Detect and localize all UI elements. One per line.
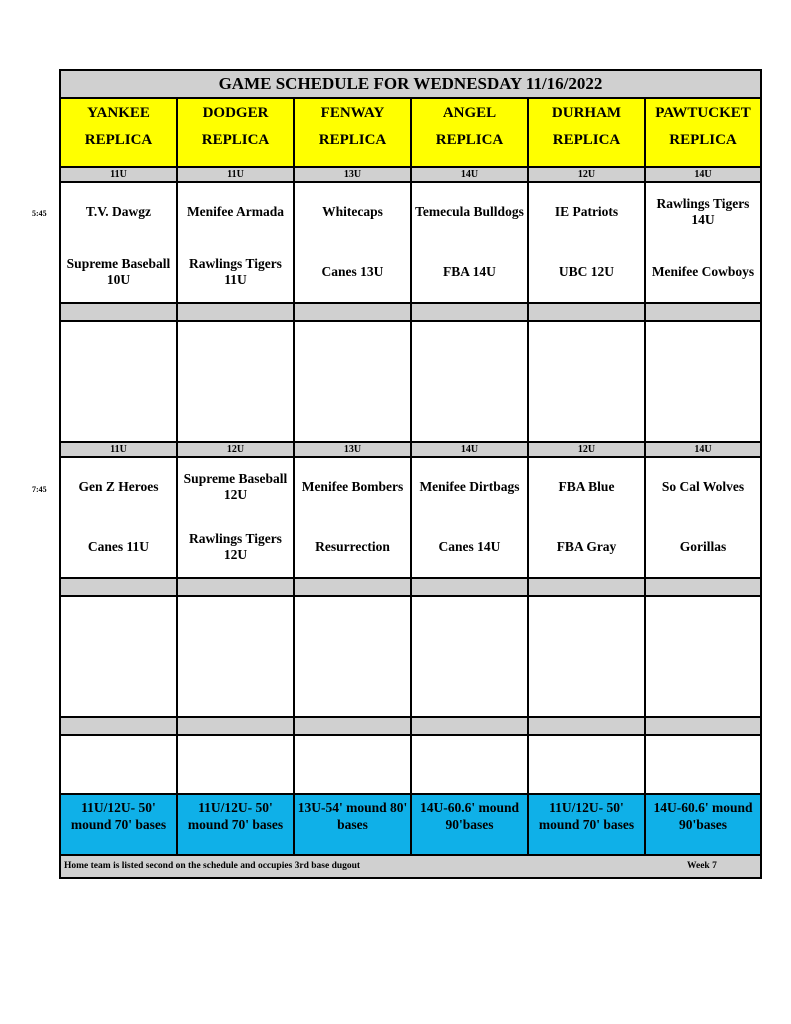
field-header [178, 99, 293, 166]
game-cell [646, 458, 760, 577]
away-team: Whitecaps [322, 204, 383, 219]
empty-cell [178, 736, 293, 793]
field-name: FENWAY [320, 105, 385, 121]
field-rules [178, 795, 293, 854]
empty-cell [295, 597, 410, 716]
away-team: FBA Blue [558, 479, 615, 494]
empty-cell [646, 597, 760, 716]
away-team: Gen Z Heroes [78, 479, 159, 494]
field-name: DODGER [202, 105, 269, 121]
slot1-time: 5:45 [32, 209, 47, 218]
field-sub: REPLICA [552, 132, 621, 148]
age-group: 13U [295, 168, 410, 181]
rules-text: 13U-54' mound 80' bases [297, 800, 408, 832]
age-group: 12U [178, 443, 293, 456]
away-team: Menifee Bombers [301, 479, 404, 494]
separator-row [61, 718, 176, 734]
schedule-title: GAME SCHEDULE FOR WEDNESDAY 11/16/2022 [61, 71, 760, 99]
empty-cell [178, 322, 293, 441]
home-team: Canes 14U [438, 539, 501, 554]
home-team: Supreme Baseball 10U [66, 256, 171, 287]
separator-row [412, 579, 527, 595]
age-group: 14U [412, 168, 527, 181]
separator-row [61, 304, 176, 320]
footer-note: Home team is listed second on the schedule and occupies 3rd base dugout [64, 861, 361, 871]
age-group: 11U [61, 443, 176, 456]
empty-cell [412, 597, 527, 716]
field-sub: REPLICA [201, 132, 270, 148]
field-sub: REPLICA [318, 132, 387, 148]
separator-row [178, 579, 293, 595]
field-header [529, 99, 644, 166]
game-cell [529, 458, 644, 577]
game-cell [295, 458, 410, 577]
home-team: Menifee Cowboys [651, 264, 755, 279]
separator-row [646, 304, 760, 320]
age-group: 12U [529, 443, 644, 456]
empty-cell [646, 322, 760, 441]
field-name: ANGEL [442, 105, 497, 121]
age-group: 12U [529, 168, 644, 181]
separator-row [178, 304, 293, 320]
away-team: T.V. Dawgz [85, 204, 152, 219]
schedule-table [59, 69, 762, 879]
away-team: Menifee Armada [186, 204, 285, 219]
empty-cell [61, 322, 176, 441]
home-team: FBA 14U [443, 264, 496, 279]
age-group: 13U [295, 443, 410, 456]
separator-row [61, 579, 176, 595]
field-sub: REPLICA [84, 132, 153, 148]
game-cell [295, 183, 410, 302]
away-team: Supreme Baseball 12U [183, 471, 288, 502]
empty-cell [529, 597, 644, 716]
empty-cell [61, 736, 176, 793]
empty-cell [412, 322, 527, 441]
footer-week: Week 7 [687, 861, 717, 871]
home-team: FBA Gray [556, 539, 617, 554]
empty-cell [295, 322, 410, 441]
footer-row [61, 856, 760, 877]
game-cell [412, 183, 527, 302]
field-sub: REPLICA [435, 132, 504, 148]
home-team: Rawlings Tigers 11U [189, 256, 282, 287]
field-rules [529, 795, 644, 854]
home-team: Gorillas [679, 539, 727, 554]
separator-row [412, 718, 527, 734]
age-group: 14U [412, 443, 527, 456]
empty-cell [529, 736, 644, 793]
away-team: Rawlings Tigers 14U [656, 196, 750, 227]
field-sub: REPLICA [669, 132, 737, 148]
rules-text: 14U-60.6' mound 90'bases [653, 800, 753, 832]
home-team: Rawlings Tigers 12U [189, 531, 282, 562]
separator-row [412, 304, 527, 320]
home-team: Canes 13U [321, 264, 384, 279]
home-team: Resurrection [315, 539, 390, 554]
field-name: YANKEE [87, 105, 150, 121]
away-team: Menifee Dirtbags [419, 479, 520, 494]
field-header [61, 99, 176, 166]
age-group: 14U [646, 168, 760, 181]
home-team: Canes 11U [87, 539, 150, 554]
game-cell [61, 458, 176, 577]
separator-row [295, 304, 410, 320]
field-rules [61, 795, 176, 854]
separator-row [295, 579, 410, 595]
separator-row [529, 304, 644, 320]
away-team: So Cal Wolves [661, 479, 745, 494]
rules-text: 14U-60.6' mound 90'bases [419, 800, 519, 832]
empty-cell [529, 322, 644, 441]
separator-row [529, 579, 644, 595]
away-team: Temecula Bulldogs [415, 204, 524, 219]
empty-cell [646, 736, 760, 793]
separator-row [529, 718, 644, 734]
rules-text: 11U/12U- 50' mound 70' bases [187, 800, 284, 832]
away-team: IE Patriots [554, 204, 619, 219]
field-rules [646, 795, 760, 854]
game-cell [178, 183, 293, 302]
game-cell [178, 458, 293, 577]
empty-cell [178, 597, 293, 716]
field-rules [295, 795, 410, 854]
game-cell [412, 458, 527, 577]
separator-row [178, 718, 293, 734]
home-team: UBC 12U [558, 264, 615, 279]
separator-row [646, 579, 760, 595]
game-cell [61, 183, 176, 302]
field-rules [412, 795, 527, 854]
game-cell [529, 183, 644, 302]
empty-cell [61, 597, 176, 716]
field-header [412, 99, 527, 166]
age-group: 14U [646, 443, 760, 456]
game-cell [646, 183, 760, 302]
separator-row [646, 718, 760, 734]
age-group: 11U [178, 168, 293, 181]
slot2-time: 7:45 [32, 485, 47, 494]
empty-cell [295, 736, 410, 793]
separator-row [295, 718, 410, 734]
empty-cell [412, 736, 527, 793]
rules-text: 11U/12U- 50' mound 70' bases [70, 800, 167, 832]
rules-text: 11U/12U- 50' mound 70' bases [538, 800, 635, 832]
age-group: 11U [61, 168, 176, 181]
field-name: PAWTUCKET [655, 105, 751, 121]
field-header [295, 99, 410, 166]
field-header [646, 99, 760, 166]
field-name: DURHAM [551, 105, 622, 121]
